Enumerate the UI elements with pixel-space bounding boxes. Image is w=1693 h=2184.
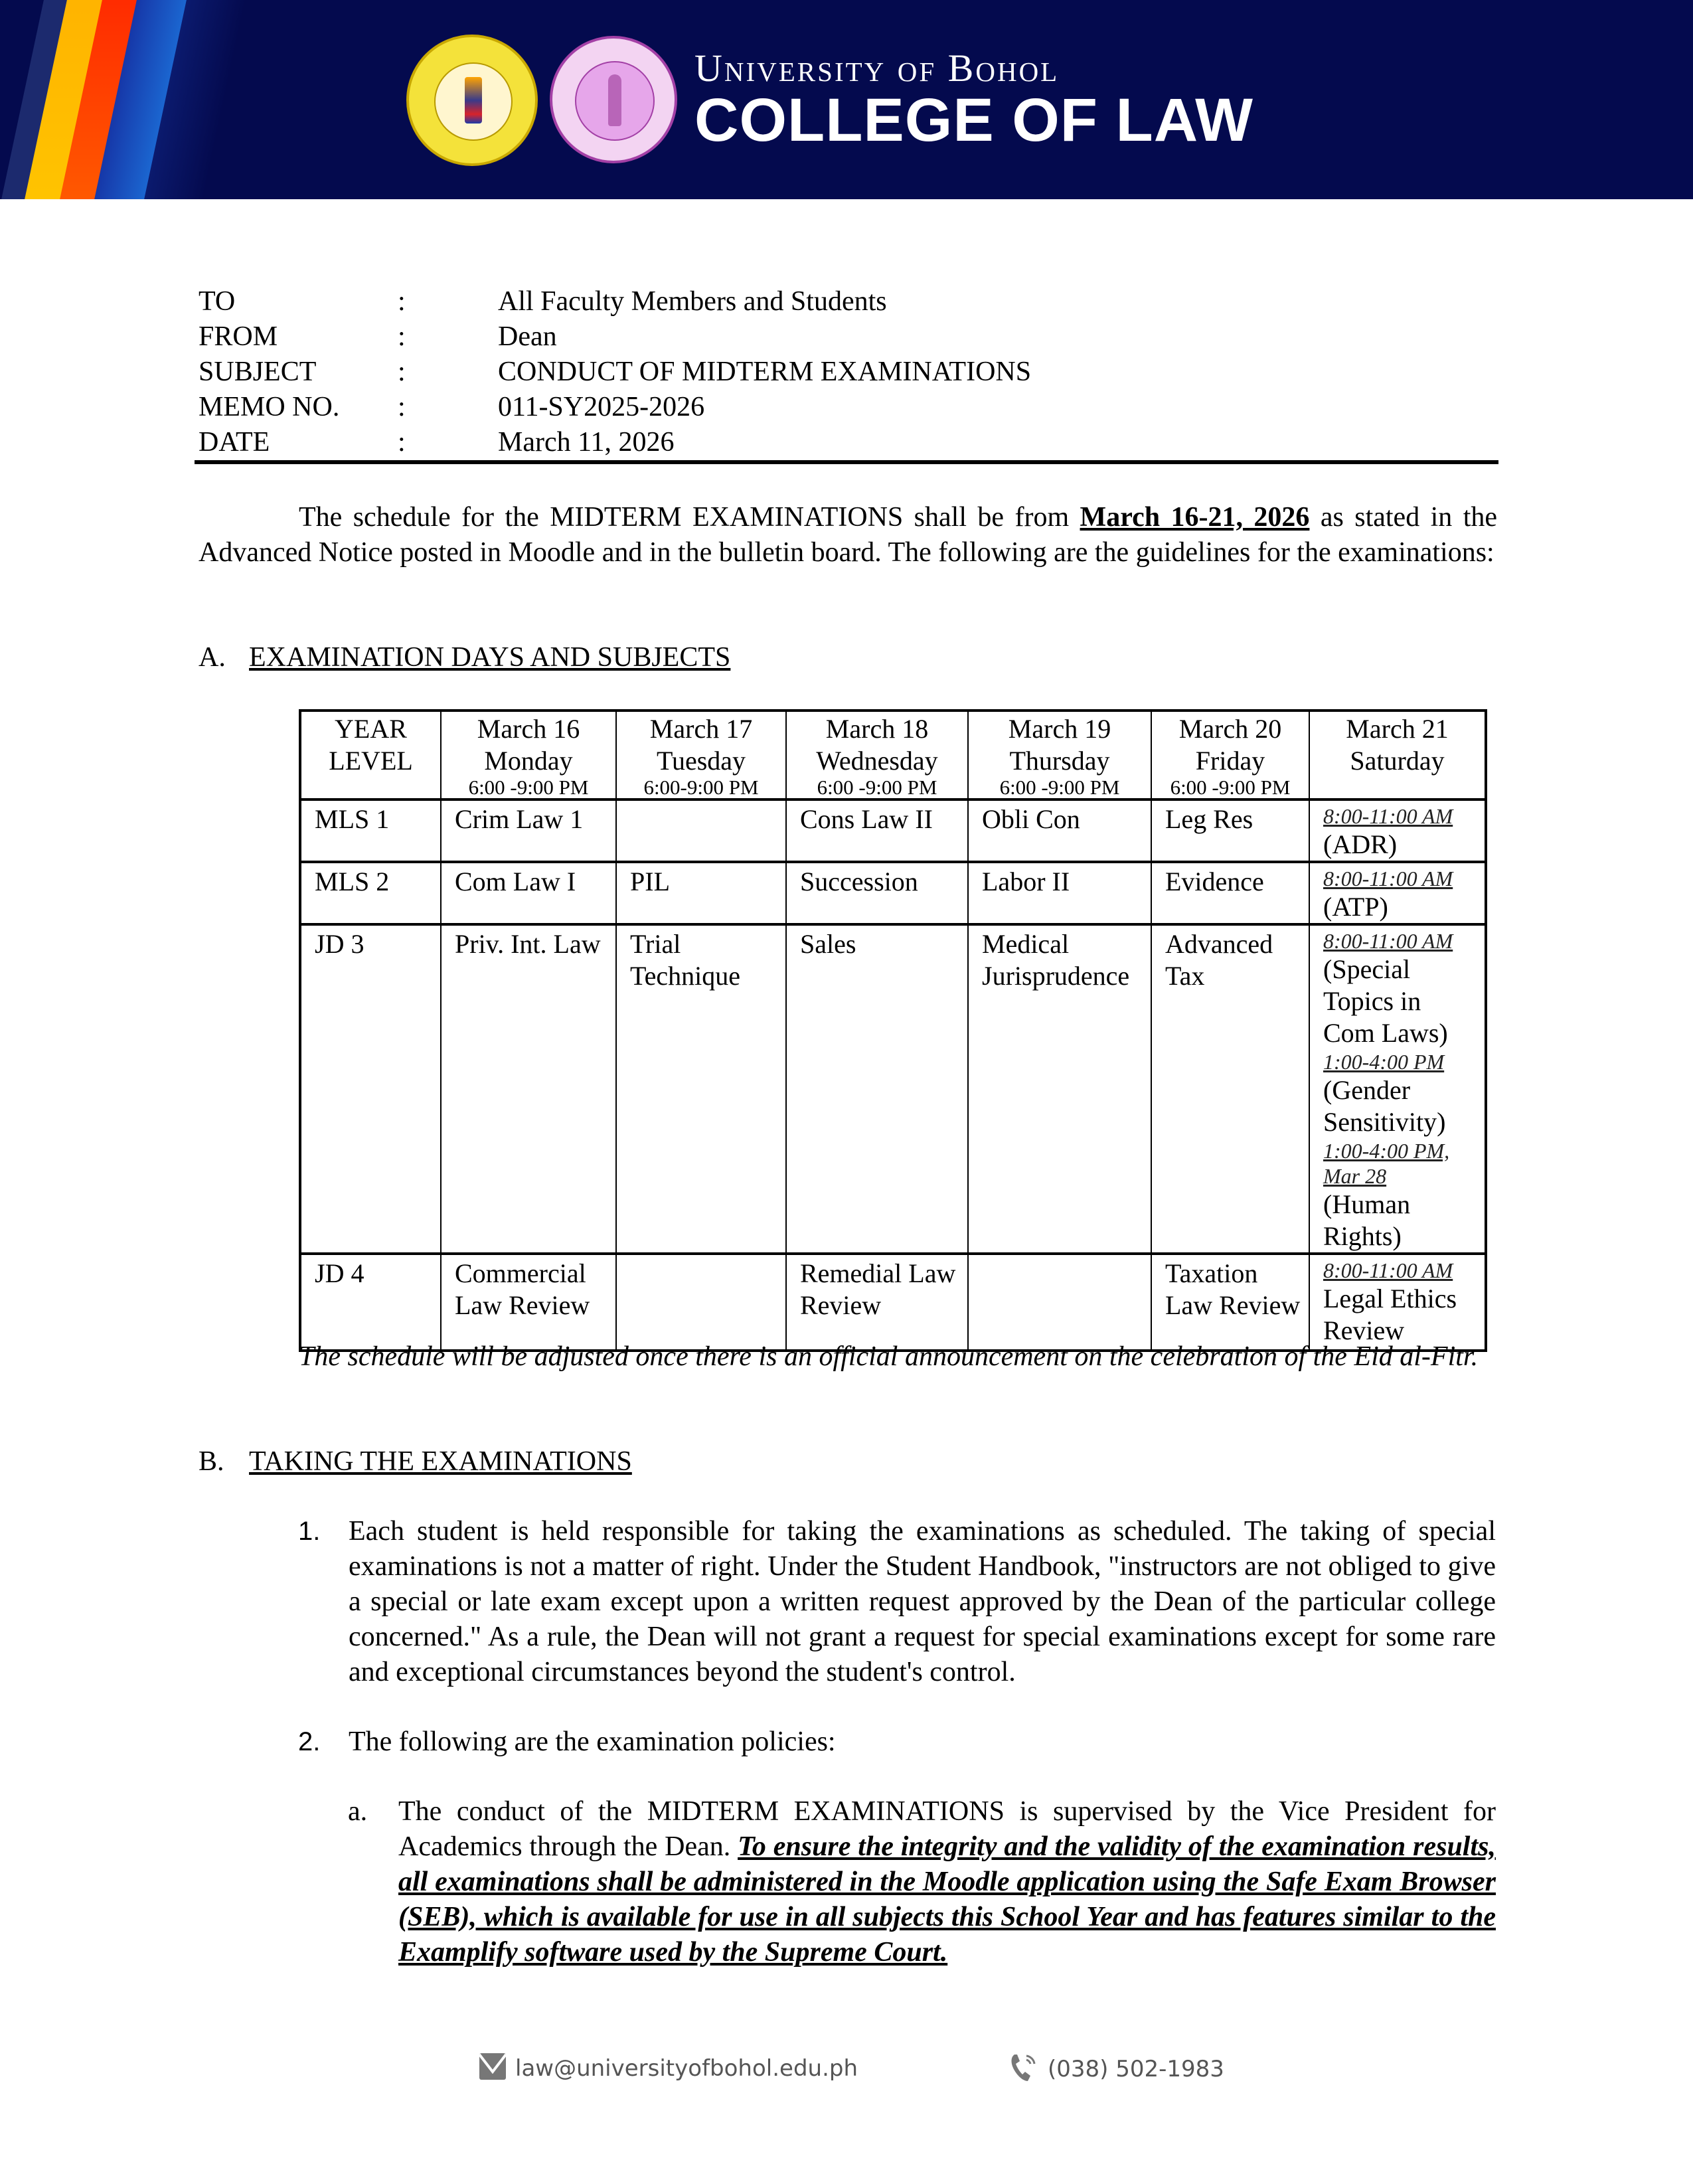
emphasized-policy: To ensure the integrity and the validity of the examination results, all examinations shall be administered in the Moodle application using the Safe Exam Browser (SEB), which is available for use in all subjects this School Year and has features similar to the Examplify software used by the Supreme Court. xyxy=(398,1831,1496,1968)
sub-list-item xyxy=(348,1794,1496,1970)
section-letter: A. xyxy=(199,642,226,673)
sub-list-text: The conduct of the MIDTERM EXAMINATIONS is supervised by the Vice President for Academics through the Dean. xyxy=(398,1796,1496,1862)
memo-row-date xyxy=(199,425,1498,460)
cell-subject: Succession xyxy=(786,862,968,924)
cell-subject: Cons Law II xyxy=(786,799,968,862)
memo-header xyxy=(199,284,1498,460)
cell-saturday xyxy=(1309,1254,1486,1351)
memo-colon: : xyxy=(398,427,406,458)
memo-row-memo-no xyxy=(199,390,1498,425)
table-row xyxy=(300,1254,1486,1351)
header-march-18: March 18 Wednesday 6:00 -9:00 PM xyxy=(786,711,968,799)
header-year-level: YEAR LEVEL xyxy=(300,711,441,799)
section-b-heading xyxy=(199,1444,632,1479)
intro-text: as stated in the Advanced Notice posted in Moodle and in the bulletin board. The following are the guidelines for the examinations: xyxy=(199,502,1498,568)
cell-level: JD 4 xyxy=(300,1254,441,1351)
phone-number[interactable]: (038) 502-1983 xyxy=(1048,2056,1224,2082)
saturday-time: 1:00-4:00 PM xyxy=(1323,1050,1445,1074)
cell-subject: Priv. Int. Law xyxy=(441,924,616,1254)
intro-paragraph xyxy=(199,500,1497,570)
memo-value: CONDUCT OF MIDTERM EXAMINATIONS xyxy=(498,357,1032,387)
exam-schedule-table xyxy=(299,709,1487,1352)
list-item-text: Each student is held responsible for taking the examinations as scheduled. The taking of special examinations is not a matter of right. Under the Student Handbook, "instructors are not obliged to give a special or late exam except upon a written request approved by the Dean of the particular college concerned." As a rule, the Dean will not grant a request for special examinations except for some rare and exceptional circumstances beyond the student's control. xyxy=(349,1516,1496,1687)
seal-inner xyxy=(434,62,513,141)
saturday-subject: (Human Rights) xyxy=(1323,1189,1411,1251)
memo-row-subject xyxy=(199,355,1498,390)
email-address[interactable]: law@universityofbohol.edu.ph xyxy=(515,2055,858,2082)
cell-subject: Taxation Law Review xyxy=(1151,1254,1309,1351)
footer-phone xyxy=(1009,2052,1224,2088)
section-title: TAKING THE EXAMINATIONS xyxy=(249,1446,632,1477)
list-item xyxy=(298,1514,1496,1690)
table-row xyxy=(300,862,1486,924)
section-a-heading xyxy=(199,640,730,675)
saturday-subject: (ADR) xyxy=(1323,829,1398,859)
university-seal-logo xyxy=(406,35,538,166)
saturday-time: 8:00-11:00 AM xyxy=(1323,867,1453,890)
cell-subject: PIL xyxy=(616,862,786,924)
header-banner xyxy=(0,0,1693,199)
memo-colon: : xyxy=(398,286,406,317)
cell-subject xyxy=(968,1254,1151,1351)
college-name: COLLEGE OF LAW xyxy=(694,86,1253,154)
cell-subject: Advanced Tax xyxy=(1151,924,1309,1254)
cell-subject: Evidence xyxy=(1151,862,1309,924)
header-march-19: March 19 Thursday 6:00 -9:00 PM xyxy=(968,711,1151,799)
saturday-time: 8:00-11:00 AM xyxy=(1323,929,1453,953)
memo-row-from xyxy=(199,319,1498,355)
section-letter: B. xyxy=(199,1446,224,1477)
footer-email xyxy=(479,2052,858,2087)
list-number: 1. xyxy=(298,1517,321,1546)
college-of-law-seal-logo xyxy=(550,36,677,163)
header-march-20: March 20 Friday 6:00 -9:00 PM xyxy=(1151,711,1309,799)
memo-label: MEMO NO. xyxy=(199,392,340,422)
sub-list-letter: a. xyxy=(348,1796,368,1827)
cell-subject: Labor II xyxy=(968,862,1151,924)
cell-saturday xyxy=(1309,924,1486,1254)
header-march-17: March 17 Tuesday 6:00-9:00 PM xyxy=(616,711,786,799)
saturday-subject: (ATP) xyxy=(1323,892,1388,922)
saturday-subject: (Special Topics in Com Laws) xyxy=(1323,954,1448,1048)
saturday-subject: (Gender Sensitivity) xyxy=(1323,1075,1446,1137)
memo-label: DATE xyxy=(199,427,270,458)
memo-label: SUBJECT xyxy=(199,357,317,387)
seal-inner xyxy=(575,61,655,141)
exam-dates: March 16-21, 2026 xyxy=(1080,502,1310,533)
cell-subject: Medical Jurisprudence xyxy=(968,924,1151,1254)
memo-colon: : xyxy=(398,392,406,422)
saturday-time: 8:00-11:00 AM xyxy=(1323,1258,1453,1282)
memo-row-to xyxy=(199,284,1498,319)
memo-colon: : xyxy=(398,321,406,352)
envelope-icon xyxy=(479,2052,506,2087)
intro-text: The schedule for the MIDTERM EXAMINATIONS shall be from xyxy=(299,502,1080,533)
table-row xyxy=(300,924,1486,1254)
saturday-time: 1:00-4:00 PM, Mar 28 xyxy=(1323,1139,1450,1188)
section-title: EXAMINATION DAYS AND SUBJECTS xyxy=(249,642,731,673)
header-march-21: March 21 Saturday xyxy=(1309,711,1486,799)
list-item-text: The following are the examination policies: xyxy=(349,1726,836,1757)
memo-value: March 11, 2026 xyxy=(498,427,675,458)
cell-level: JD 3 xyxy=(300,924,441,1254)
cell-subject xyxy=(616,1254,786,1351)
lady-justice-icon xyxy=(608,74,621,126)
cell-subject: Commercial Law Review xyxy=(441,1254,616,1351)
header-march-16: March 16 Monday 6:00 -9:00 PM xyxy=(441,711,616,799)
saturday-subject: Legal Ethics Review xyxy=(1323,1284,1457,1345)
cell-saturday xyxy=(1309,799,1486,862)
memo-label: FROM xyxy=(199,321,278,352)
table-row xyxy=(300,799,1486,862)
cell-subject: Trial Technique xyxy=(616,924,786,1254)
cell-subject: Leg Res xyxy=(1151,799,1309,862)
cell-saturday xyxy=(1309,862,1486,924)
university-name: University of Bohol xyxy=(694,46,1060,90)
cell-subject: Remedial Law Review xyxy=(786,1254,968,1351)
memo-label: TO xyxy=(199,286,236,317)
memo-divider xyxy=(195,460,1498,464)
cell-subject: Crim Law 1 xyxy=(441,799,616,862)
memo-value: All Faculty Members and Students xyxy=(498,286,887,317)
cell-level: MLS 2 xyxy=(300,862,441,924)
torch-icon xyxy=(465,77,482,124)
schedule-note: The schedule will be adjusted once there is an official announcement on the celebration of the Eid al-Fitr. xyxy=(299,1341,1479,1372)
list-item xyxy=(298,1724,1496,1760)
cell-subject: Obli Con xyxy=(968,799,1151,862)
cell-subject: Sales xyxy=(786,924,968,1254)
phone-icon xyxy=(1009,2052,1038,2088)
cell-level: MLS 1 xyxy=(300,799,441,862)
cell-subject: Com Law I xyxy=(441,862,616,924)
memo-colon: : xyxy=(398,357,406,387)
cell-subject xyxy=(616,799,786,862)
saturday-time: 8:00-11:00 AM xyxy=(1323,804,1453,828)
list-number: 2. xyxy=(298,1727,321,1756)
memo-value: 011-SY2025-2026 xyxy=(498,392,705,422)
memo-value: Dean xyxy=(498,321,557,352)
table-header-row xyxy=(300,711,1486,799)
